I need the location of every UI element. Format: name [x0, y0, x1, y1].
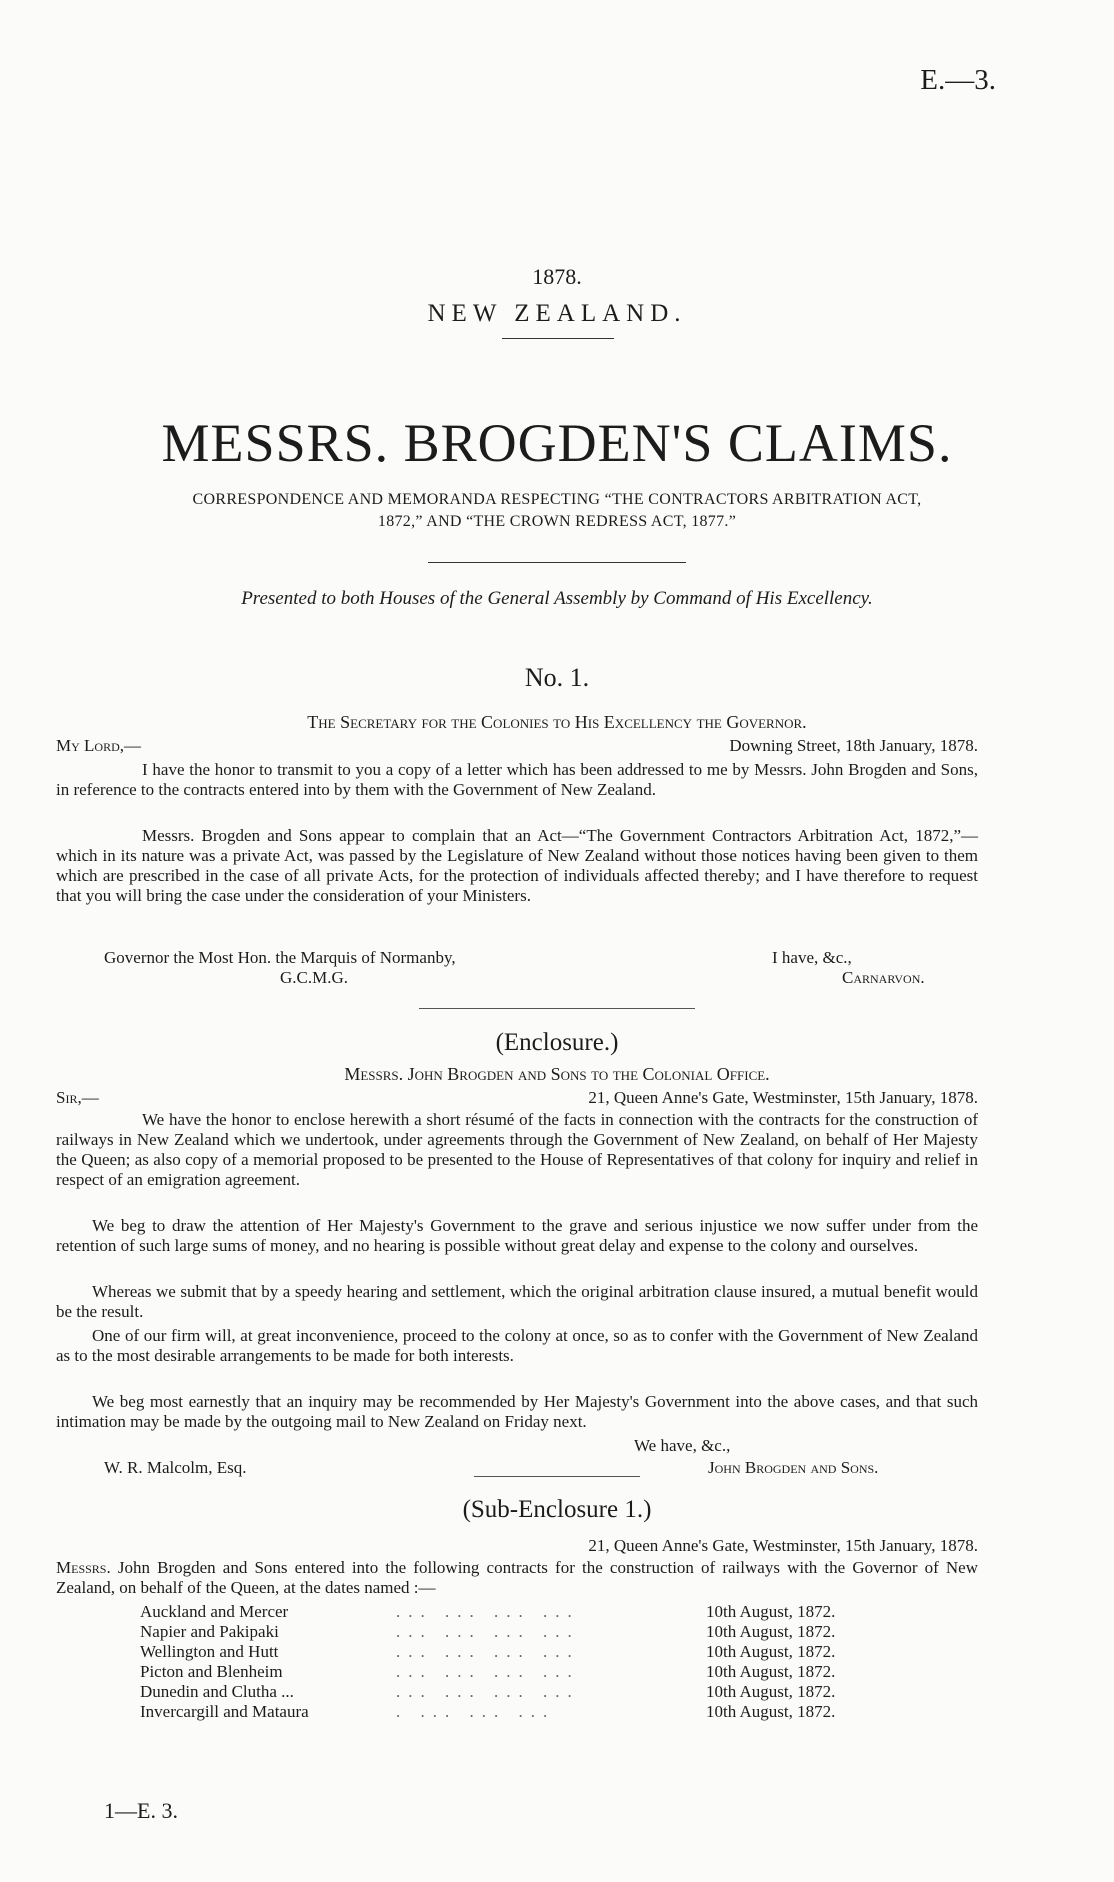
contract-name: Wellington and Hutt [140, 1642, 279, 1661]
letter-paragraph: Whereas we submit that by a speedy hearing and settlement, which the original arbitration clause insured, a mutual benefit would be the result. [56, 1282, 978, 1321]
divider [502, 338, 614, 339]
letter-paragraph: We beg most earnestly that an inquiry may be recommended by Her Majesty's Government into the above cases, and that such intimation may be made by the outgoing mail to New Zealand on Friday next. [56, 1392, 978, 1431]
enclosure-heading: (Enclosure.) [495, 1029, 619, 1056]
letter-paragraph: Messrs. Brogden and Sons appear to complain that an Act—“The Government Contractors Arbitration Act, 1872,”—which in its nature was a private Act, was passed by the Legislature of New Zealand without those notices having been given to them which are prescribed in the case of all private Acts, for the protection of individuals affected thereby; and I have therefore to request that you will bring the case under the consideration of your Ministers. [56, 826, 978, 905]
country-heading: NEW ZEALAND. [427, 300, 687, 327]
letter-paragraph: I have the honor to transmit to you a copy of a letter which has been addressed to me by Messrs. John Brogden and Sons, in reference to the contracts entered into by them with the Government of New Zealand. [56, 760, 978, 799]
address-date: 21, Queen Anne's Gate, Westminster, 15th January, 1878. [588, 1088, 978, 1107]
signature: Carnarvon. [842, 968, 925, 987]
contract-row [140, 1702, 980, 1722]
contracts-list [140, 1602, 980, 1722]
salutation: My Lord,— [56, 736, 142, 755]
contract-row [140, 1602, 980, 1622]
letter-paragraph: We have the honor to enclose herewith a short résumé of the facts in connection with the contracts for the construction of railways in New Zealand which we undertook, under agreements through the Government of New Zealand, on behalf of Her Majesty the Queen; as also copy of a memorial proposed to be presented to the House of Representatives of that colony for inquiry and relief in respect of an emigration agreement. [56, 1110, 978, 1189]
letter-paragraph: One of our firm will, at great inconvenience, proceed to the colony at once, so as to confer with the Government of New Zealand as to the most desirable arrangements to be made for both interests. [56, 1326, 978, 1365]
subtitle-line: CORRESPONDENCE AND MEMORANDA RESPECTING “THE CONTRACTORS ARBITRATION ACT, [192, 491, 922, 508]
contract-row [140, 1662, 980, 1682]
address-date: 21, Queen Anne's Gate, Westminster, 15th January, 1878. [588, 1536, 978, 1555]
document-subtitle [140, 489, 974, 533]
contract-name: Invercargill and Mataura [140, 1702, 309, 1721]
divider [428, 562, 686, 563]
addressee: Governor the Most Hon. the Marquis of Normanby, [104, 948, 456, 967]
contract-date: 10th August, 1872. [706, 1602, 836, 1621]
contract-date: 10th August, 1872. [706, 1682, 836, 1701]
contract-name: Dunedin and Clutha ... [140, 1682, 294, 1701]
intro-lead: Messrs. [56, 1558, 111, 1577]
addressee: W. R. Malcolm, Esq. [104, 1458, 247, 1477]
contract-name: Picton and Blenheim [140, 1662, 283, 1681]
leader-dots: . ... ... ... [396, 1702, 556, 1721]
enclosure-subheading: Messrs. John Brogden and Sons to the Colonial Office. [344, 1064, 770, 1084]
addressee-honours: G.C.M.G. [280, 968, 349, 987]
leader-dots: ... ... ... ... [396, 1622, 580, 1641]
leader-dots: ... ... ... ... [396, 1662, 580, 1681]
closing: I have, &c., [772, 948, 852, 967]
page-footer-ref: 1—E. 3. [104, 1798, 178, 1823]
contract-date: 10th August, 1872. [706, 1702, 836, 1721]
document-title: MESSRS. BROGDEN'S CLAIMS. [161, 413, 953, 473]
address-date: Downing Street, 18th January, 1878. [729, 736, 978, 755]
contract-name: Auckland and Mercer [140, 1602, 289, 1621]
intro-text: John Brogden and Sons entered into the following contracts for the construction of railways with the Governor of New Zealand, on behalf of the Queen, at the dates named :— [56, 1558, 978, 1597]
contract-name: Napier and Pakipaki [140, 1622, 279, 1641]
letter-paragraph: We beg to draw the attention of Her Majesty's Government to the grave and serious injustice we now suffer under from the retention of such large sums of money, and no hearing is possible without great delay and expense to the colony and ourselves. [56, 1216, 978, 1255]
salutation: Sir,— [56, 1088, 99, 1107]
contract-row [140, 1682, 980, 1702]
page-reference: E.—3. [920, 64, 996, 96]
divider [474, 1476, 640, 1477]
subtitle-line: 1872,” AND “THE CROWN REDRESS ACT, 1877.” [377, 513, 737, 530]
leader-dots: ... ... ... ... [396, 1682, 580, 1701]
presented-notice: Presented to both Houses of the General Assembly by Command of His Excellency. [241, 588, 873, 609]
contract-date: 10th August, 1872. [706, 1622, 836, 1641]
closing: We have, &c., [634, 1436, 731, 1455]
contract-row [140, 1642, 980, 1662]
year: 1878. [532, 264, 582, 289]
divider [419, 1008, 695, 1009]
letter-heading: The Secretary for the Colonies to His Excellency the Governor. [307, 712, 807, 732]
sub-enclosure-heading: (Sub-Enclosure 1.) [462, 1496, 652, 1523]
contract-date: 10th August, 1872. [706, 1662, 836, 1681]
signature: John Brogden and Sons. [708, 1458, 879, 1477]
intro-paragraph [56, 1558, 978, 1598]
leader-dots: ... ... ... ... [396, 1642, 580, 1661]
letter-number: No. 1. [524, 663, 590, 692]
contract-date: 10th August, 1872. [706, 1642, 836, 1661]
contract-row [140, 1622, 980, 1642]
leader-dots: ... ... ... ... [396, 1602, 580, 1621]
